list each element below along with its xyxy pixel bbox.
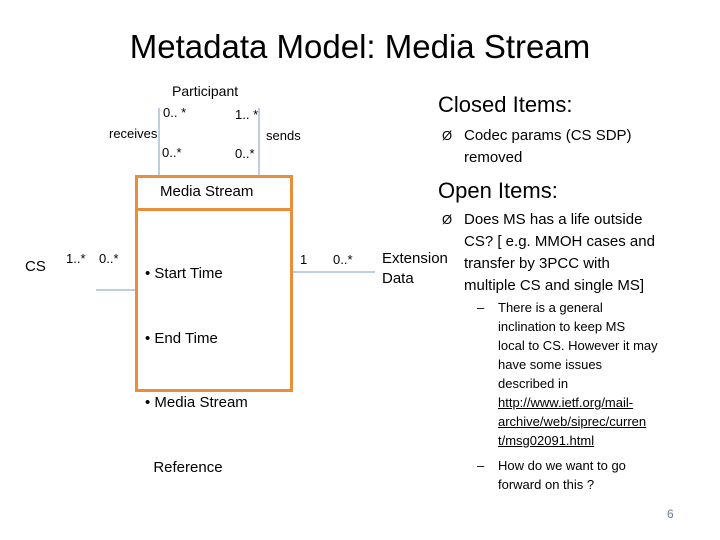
- cs-label: CS: [25, 258, 46, 275]
- cs-mult-2: 0..*: [99, 251, 119, 266]
- open-line3: transfer by 3PCC with: [464, 255, 610, 272]
- extension-data-label: [382, 249, 448, 289]
- attr-start-time: • Start Time: [145, 265, 223, 282]
- sub2-line: forward on this ?: [498, 477, 595, 492]
- mail-archive-link[interactable]: t/msg02091.html: [498, 433, 595, 448]
- closed-item: [442, 125, 632, 169]
- media-stream-label: Media Stream: [160, 183, 254, 200]
- cs-mult-1: 1..*: [66, 251, 86, 266]
- closed-items-heading: Closed Items:: [438, 92, 573, 117]
- attr-media-stream: • Media Stream: [145, 394, 248, 411]
- page-number: 6: [667, 507, 674, 521]
- open-line4: multiple CS and single MS]: [464, 277, 645, 294]
- ext-mult-1: 1: [300, 252, 308, 267]
- media-stream-attributes: [145, 220, 248, 500]
- mult-receives-bottom: 0..*: [162, 145, 182, 160]
- mult-receives-top: 0.. *: [163, 105, 187, 120]
- arrow-bullet-icon: Ø: [442, 128, 453, 143]
- sends-label: sends: [266, 128, 301, 143]
- sub1-line: described in: [498, 376, 569, 391]
- sub-bullet-dash: –: [477, 458, 485, 473]
- sub2-line: How do we want to go: [498, 458, 626, 473]
- sub-bullet-2: [498, 456, 626, 494]
- mult-sends-bottom: 0..*: [235, 146, 255, 161]
- closed-item-line2: removed: [464, 149, 523, 166]
- ext-mult-2: 0..*: [333, 252, 353, 267]
- arrow-bullet-icon: Ø: [442, 212, 453, 227]
- sub-bullet-dash: –: [477, 300, 485, 315]
- extension-line1: Extension: [382, 250, 448, 267]
- sub-bullet-1: [498, 298, 658, 450]
- open-line1: Does MS has a life outside: [464, 211, 643, 228]
- participant-label: Participant: [172, 83, 239, 99]
- attr-end-time: • End Time: [145, 329, 218, 347]
- receives-label: receives: [109, 126, 158, 141]
- mail-archive-link[interactable]: archive/web/siprec/curren: [498, 414, 647, 429]
- sub1-line: have some issues: [498, 357, 603, 372]
- mult-sends-top: 1.. *: [235, 107, 259, 122]
- open-line2: CS? [ e.g. MMOH cases and: [464, 233, 655, 250]
- closed-item-line1: Codec params (CS SDP): [464, 127, 632, 144]
- sub1-line: There is a general: [498, 300, 603, 315]
- open-item: [442, 209, 655, 297]
- open-items-heading: Open Items:: [438, 178, 558, 203]
- slide-title: Metadata Model: Media Stream: [129, 28, 591, 65]
- attr-reference: Reference: [145, 458, 223, 476]
- extension-line2: Data: [382, 270, 414, 287]
- mail-archive-link[interactable]: http://www.ietf.org/mail-: [498, 395, 634, 410]
- sub1-line: local to CS. However it may: [498, 338, 658, 353]
- sub1-line: inclination to keep MS: [498, 319, 626, 334]
